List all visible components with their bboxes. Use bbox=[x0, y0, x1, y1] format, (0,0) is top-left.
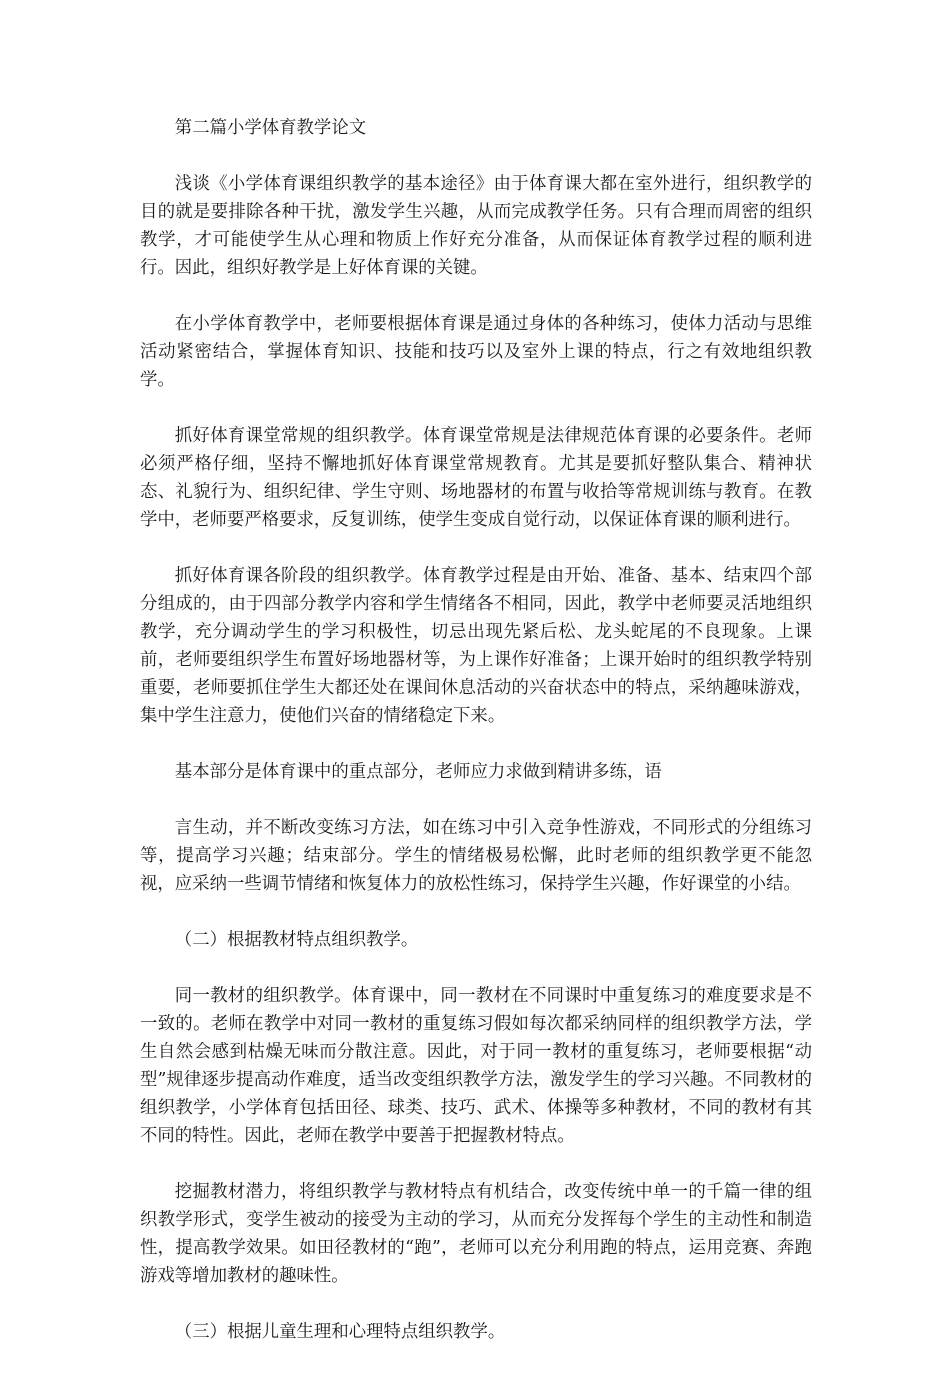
paragraph-same-material: 同一教材的组织教学。体育课中，同一教材在不同课时中重复练习的难度要求是不一致的。老师在教学中对同一教材的重复练习假如每次都采纳同样的组织教学方法，学生自然会感到枯燥无味而分散注意。因此，对于同一教材的重复练习，老师要根据“动型”规律逐步提高动作难度，适当改变组织教学方法，激发学生的学习兴趣。不同教材的组织教学，小学体育包括田径、球类、技巧、武术、体操等多种教材，不同的教材有其不同的特性。因此，老师在教学中要善于把握教材特点。 bbox=[140, 986, 812, 1146]
paragraph-basic-part: 基本部分是体育课中的重点部分，老师应力求做到精讲多练，语 bbox=[174, 762, 662, 782]
paragraph-teaching-principle: 在小学体育教学中，老师要根据体育课是通过身体的各种练习，使体力活动与思维活动紧密结合，掌握体育知识、技能和技巧以及室外上课的特点，行之有效地组织教学。 bbox=[140, 314, 812, 390]
paragraph-classroom-routine: 抓好体育课堂常规的组织教学。体育课堂常规是法律规范体育课的必要条件。老师必须严格仔细，坚持不懈地抓好体育课堂常规教育。尤其是要抓好整队集合、精神状态、礼貌行为、组织纪律、学生守则、场地器材的布置与收拾等常规训练与教育。在教学中，老师要严格要求，反复训练，使学生变成自觉行动，以保证体育课的顺利进行。 bbox=[140, 426, 812, 530]
document-title: 第二篇小学体育教学论文 bbox=[174, 118, 367, 138]
paragraph-lesson-stages: 抓好体育课各阶段的组织教学。体育教学过程是由开始、准备、基本、结束四个部分组成的，由于四部分教学内容和学生情绪各不相同，因此，教学中老师要灵活地组织教学，充分调动学生的学习积极性，切忌出现先紧后松、龙头蛇尾的不良现象。上课前，老师要组织学生布置好场地器材等，为上课作好准备；上课开始时的组织教学特别重要，老师要抓住学生大都还处在课间休息活动的兴奋状态中的特点，采纳趣味游戏，集中学生注意力，使他们兴奋的情绪稳定下来。 bbox=[140, 566, 812, 726]
paragraph-material-potential: 挖掘教材潜力，将组织教学与教材特点有机结合，改变传统中单一的千篇一律的组织教学形式，变学生被动的接受为主动的学习，从而充分发挥每个学生的主动性和制造性，提高教学效果。如田径教材的“跑”，老师可以充分利用跑的特点，运用竞赛、奔跑游戏等增加教材的趣味性。 bbox=[140, 1182, 812, 1286]
paragraph-basic-part-continued: 言生动，并不断改变练习方法，如在练习中引入竞争性游戏，不同形式的分组练习等，提高学习兴趣；结束部分。学生的情绪极易松懈，此时老师的组织教学更不能忽视，应采纳一些调节情绪和恢复体力的放松性练习，保持学生兴趣，作好课堂的小结。 bbox=[140, 818, 812, 894]
document-body bbox=[140, 114, 812, 1374]
section-heading-3: （三）根据儿童生理和心理特点组织教学。 bbox=[174, 1322, 506, 1342]
section-heading-2: （二）根据教材特点组织教学。 bbox=[174, 930, 419, 950]
paragraph-intro: 浅谈《小学体育课组织教学的基本途径》由于体育课大都在室外进行，组织教学的目的就是要排除各种干扰，激发学生兴趣，从而完成教学任务。只有合理而周密的组织教学，才可能使学生从心理和物质上作好充分准备，从而保证体育教学过程的顺利进行。因此，组织好教学是上好体育课的关键。 bbox=[140, 174, 812, 278]
